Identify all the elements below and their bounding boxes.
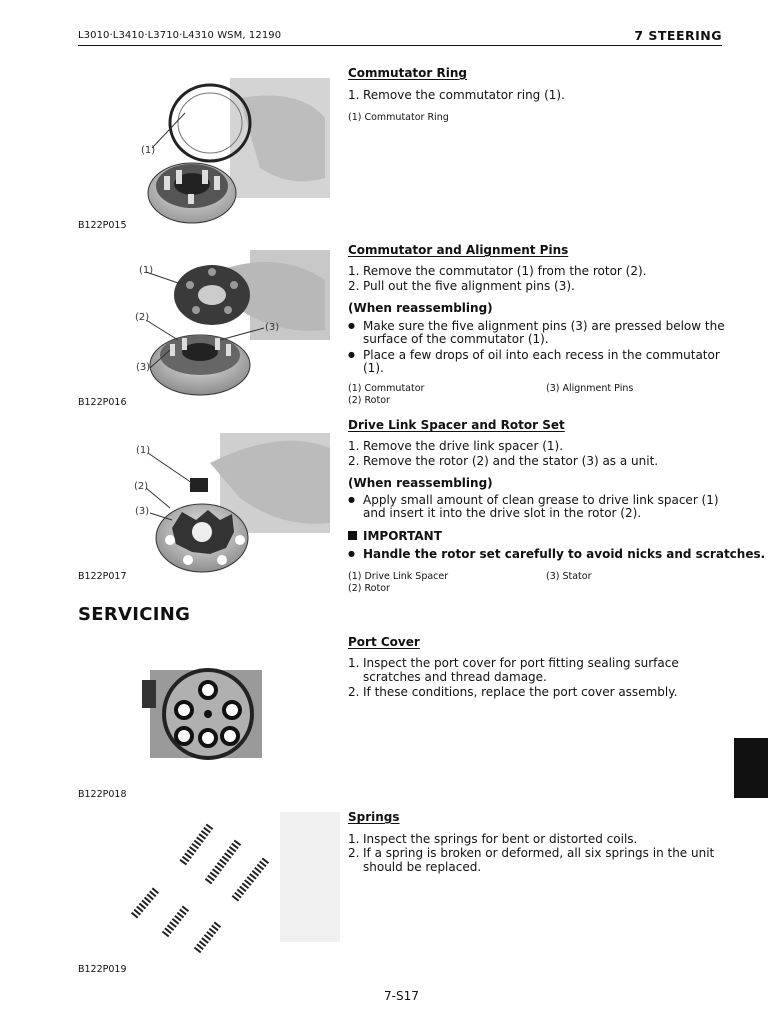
drive-link-legend-1: (1) Drive Link Spacer bbox=[348, 571, 449, 582]
figure-code-b122p016: B122P016 bbox=[78, 397, 127, 408]
drive-link-step-1: 1. Remove the drive link spacer (1). bbox=[348, 439, 564, 453]
commutator-pins-step-1: 1. Remove the commutator (1) from the rotor (2). bbox=[348, 264, 647, 278]
port-cover-step-2: 2. If these conditions, replace the port cover assembly. bbox=[348, 685, 678, 699]
header-rule bbox=[78, 45, 722, 46]
drive-link-bullet-1-cont: and insert it into the drive slot in the rotor (2). bbox=[363, 506, 642, 520]
springs-photo bbox=[120, 812, 340, 962]
commutator-pins-legend-3: (3) Alignment Pins bbox=[546, 383, 634, 394]
commutator-ring-photo bbox=[130, 78, 330, 228]
commutator-pins-bullet-2-cont: (1). bbox=[363, 361, 384, 375]
commutator-ring-legend-1: (1) Commutator Ring bbox=[348, 112, 449, 123]
callout-3-fig017: (3) bbox=[135, 506, 150, 517]
commutator-pins-step-2: 2. Pull out the five alignment pins (3). bbox=[348, 279, 575, 293]
important-notice: IMPORTANT bbox=[348, 529, 442, 544]
callout-3-fig016-left: (3) bbox=[136, 362, 151, 373]
callout-1-fig016: (1) bbox=[139, 265, 154, 276]
callout-1-fig015: (1) bbox=[141, 145, 156, 156]
callout-2-fig017: (2) bbox=[134, 481, 149, 492]
figure-code-b122p015: B122P015 bbox=[78, 220, 127, 231]
commutator-ring-step-1: 1. Remove the commutator ring (1). bbox=[348, 88, 565, 102]
figure-code-b122p019: B122P019 bbox=[78, 964, 127, 975]
drive-link-legend-2: (2) Rotor bbox=[348, 583, 390, 594]
drive-link-reassembling-subhead: (When reassembling) bbox=[348, 476, 493, 490]
important-bullet: ● Handle the rotor set carefully to avoid nicks and scratches. bbox=[348, 546, 765, 562]
drive-link-bullet-1: ● Apply small amount of clean grease to drive link spacer (1) bbox=[348, 492, 719, 508]
commutator-pins-legend-2: (2) Rotor bbox=[348, 395, 390, 406]
springs-step-1: 1. Inspect the springs for bent or distorted coils. bbox=[348, 832, 638, 846]
port-cover-photo bbox=[140, 660, 266, 760]
springs-heading: Springs bbox=[348, 810, 400, 824]
header-chapter-title: 7 STEERING bbox=[634, 28, 722, 43]
servicing-section-title: SERVICING bbox=[78, 604, 191, 625]
commutator-pins-bullet-2: ● Place a few drops of oil into each recess in the commutator bbox=[348, 347, 720, 363]
port-cover-step-1: 1. Inspect the port cover for port fitting sealing surface bbox=[348, 656, 679, 670]
commutator-pins-legend-1: (1) Commutator bbox=[348, 383, 425, 394]
commutator-pins-reassembling-subhead: (When reassembling) bbox=[348, 301, 493, 315]
drive-link-rotor-photo bbox=[130, 428, 330, 578]
springs-step-2-cont: should be replaced. bbox=[363, 860, 482, 874]
commutator-pins-bullet-1-cont: surface of the commutator (1). bbox=[363, 332, 549, 346]
springs-step-2: 2. If a spring is broken or deformed, all six springs in the unit bbox=[348, 846, 715, 860]
header-model-info: L3010·L3410·L3710·L4310 WSM, 12190 bbox=[78, 30, 282, 41]
drive-link-heading: Drive Link Spacer and Rotor Set bbox=[348, 418, 565, 432]
port-cover-step-1-cont: scratches and thread damage. bbox=[363, 670, 547, 684]
commutator-pins-bullet-1: ● Make sure the five alignment pins (3) are pressed below the bbox=[348, 318, 725, 334]
callout-2-fig016: (2) bbox=[135, 312, 150, 323]
callout-3-fig016-right: (3) bbox=[265, 322, 280, 333]
drive-link-step-2: 2. Remove the rotor (2) and the stator (3) as a unit. bbox=[348, 454, 659, 468]
commutator-pins-photo bbox=[130, 240, 330, 400]
port-cover-heading: Port Cover bbox=[348, 635, 420, 649]
figure-code-b122p017: B122P017 bbox=[78, 571, 127, 582]
page-number: 7-S17 bbox=[384, 989, 419, 1003]
commutator-pins-heading: Commutator and Alignment Pins bbox=[348, 243, 569, 257]
drive-link-legend-3: (3) Stator bbox=[546, 571, 592, 582]
callout-1-fig017: (1) bbox=[136, 445, 151, 456]
figure-code-b122p018: B122P018 bbox=[78, 789, 127, 800]
chapter-side-tab bbox=[734, 738, 768, 798]
commutator-ring-heading: Commutator Ring bbox=[348, 66, 467, 80]
